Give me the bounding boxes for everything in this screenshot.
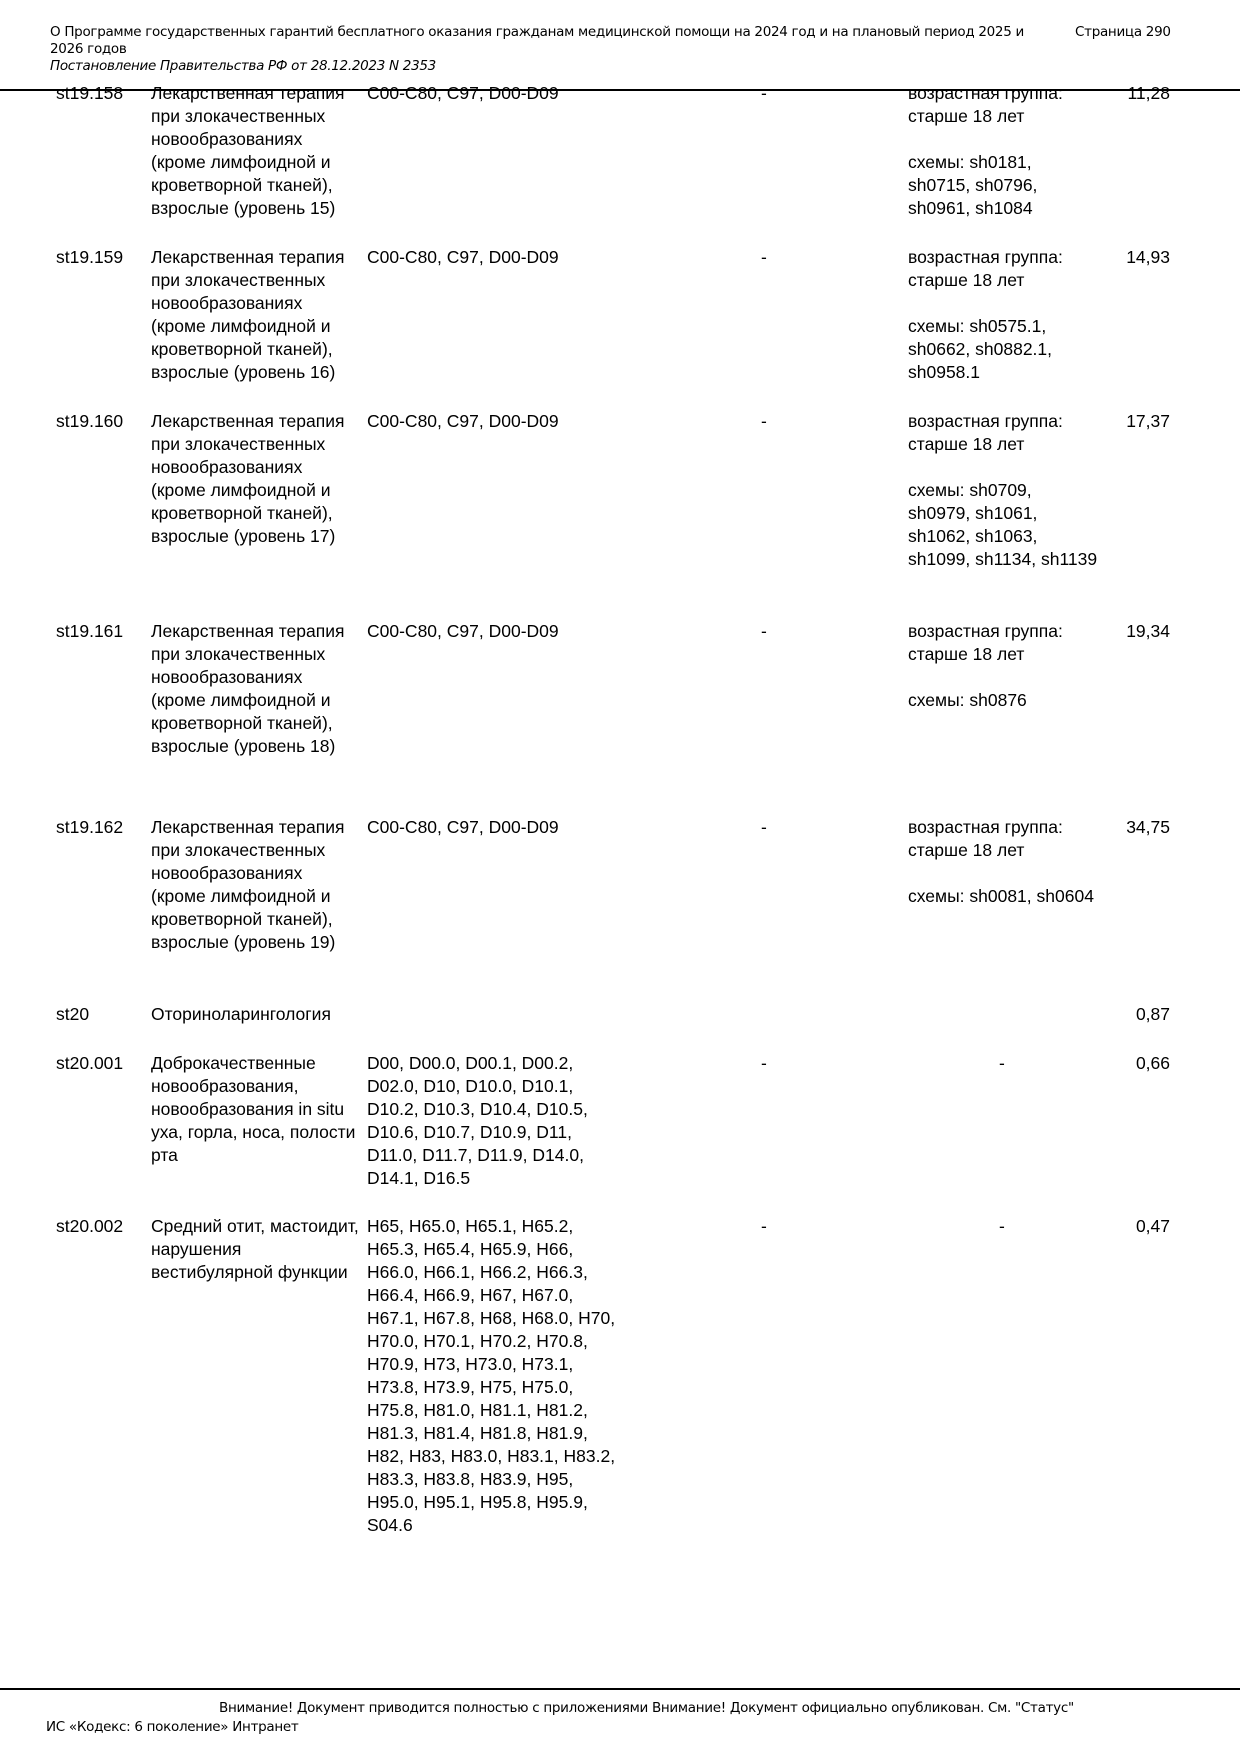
page-header (50, 24, 1190, 75)
criteria-age: возрастная группа: старше 18 лет (908, 817, 1063, 860)
page-number: Страница 290 (1075, 24, 1171, 40)
row-extra: - (761, 1053, 767, 1073)
row-coefficient: 11,28 (1127, 83, 1170, 103)
row-code: st19.159 (56, 247, 124, 267)
footer-notice: Внимание! Документ приводится полностью с приложениями Внимание! Документ официально опубликован. См. "Статус" (219, 1700, 1074, 1716)
row-code: st19.158 (56, 83, 124, 103)
row-code: st19.162 (56, 817, 124, 837)
row-criteria: - (999, 1216, 1005, 1236)
row-name: Доброкачественные новообразования, новообразования in situ уха, горла, носа, полости рта (151, 1053, 356, 1165)
row-coefficient: 0,87 (1135, 1004, 1170, 1024)
footer-divider (0, 1688, 1240, 1690)
row-criteria (908, 246, 1098, 384)
criteria-age: возрастная группа: старше 18 лет (908, 83, 1063, 126)
document-subtitle: Постановление Правительства РФ от 28.12.2023 N 2353 (50, 58, 436, 74)
row-coefficient: 0,47 (1135, 1216, 1170, 1236)
row-mkb-codes: D00, D00.0, D00.1, D00.2, D02.0, D10, D10.0, D10.1, D10.2, D10.3, D10.4, D10.5, D10.6, D10.7, D10.9, D11, D11.0, D11.7, D11.9, D14.0, D14.1, D16.5 (367, 1053, 588, 1188)
criteria-age: возрастная группа: старше 18 лет (908, 247, 1063, 290)
criteria-age: возрастная группа: старше 18 лет (908, 411, 1063, 454)
row-coefficient: 0,66 (1135, 1053, 1170, 1073)
row-name: Лекарственная терапия при злокачественных новообразованиях (кроме лимфоидной и кроветворной тканей), взрослые (уровень 19) (151, 817, 345, 952)
document-title: О Программе государственных гарантий бесплатного оказания гражданам медицинской помощи на 2024 год и на плановый период 2025 и 2026 годов (50, 24, 1024, 57)
row-extra: - (761, 621, 767, 641)
row-name: Средний отит, мастоидит, нарушения вестибулярной функции (151, 1216, 359, 1282)
row-criteria (908, 410, 1098, 571)
row-extra: - (761, 1216, 767, 1236)
criteria-schemes: схемы: sh0081, sh0604 (908, 886, 1094, 906)
row-coefficient: 17,37 (1126, 411, 1170, 431)
row-coefficient: 14,93 (1126, 247, 1170, 267)
row-mkb-codes: C00-C80, C97, D00-D09 (367, 411, 559, 431)
row-code: st20.001 (56, 1053, 124, 1073)
criteria-age: возрастная группа: старше 18 лет (908, 621, 1063, 664)
row-name: Лекарственная терапия при злокачественных новообразованиях (кроме лимфоидной и кроветворной тканей), взрослые (уровень 17) (151, 411, 345, 546)
row-criteria (908, 620, 1098, 712)
row-mkb-codes: C00-C80, C97, D00-D09 (367, 83, 559, 103)
row-name: Лекарственная терапия при злокачественных новообразованиях (кроме лимфоидной и кроветворной тканей), взрослые (уровень 18) (151, 621, 345, 756)
row-code: st19.161 (56, 621, 124, 641)
row-mkb-codes: C00-C80, C97, D00-D09 (367, 621, 559, 641)
row-coefficient: 34,75 (1126, 817, 1170, 837)
row-extra: - (761, 247, 767, 267)
row-extra: - (761, 817, 767, 837)
row-criteria (908, 82, 1098, 220)
criteria-schemes: схемы: sh0181, sh0715, sh0796, sh0961, sh1084 (908, 152, 1038, 218)
row-mkb-codes: H65, H65.0, H65.1, H65.2, H65.3, H65.4, H65.9, H66, H66.0, H66.1, H66.2, H66.3, H66.4, H66.9, H67, H67.0, H67.1, H67.8, H68, H68.0, H70, H70.0, H70.1, H70.2, H70.8, H70.9, H73, H73.0, H73.1, H73.8, H73.9, H75, H75.0, H75.8, H81.0, H81.1, H81.2, H81.3, H81.4, H81.8, H81.9, H82, H83, H83.0, H83.1, H83.2, H83.3, H83.8, H83.9, H95, H95.0, H95.1, H95.8, H95.9, S04.6 (367, 1216, 616, 1535)
row-criteria (908, 816, 1098, 908)
row-extra: - (761, 411, 767, 431)
row-mkb-codes: C00-C80, C97, D00-D09 (367, 247, 559, 267)
row-code: st20.002 (56, 1216, 124, 1236)
row-coefficient: 19,34 (1126, 621, 1170, 641)
criteria-schemes: схемы: sh0709, sh0979, sh1061, sh1062, sh1063, sh1099, sh1134, sh1139 (908, 480, 1098, 569)
row-extra: - (761, 83, 767, 103)
row-mkb-codes: C00-C80, C97, D00-D09 (367, 817, 559, 837)
row-criteria: - (999, 1053, 1005, 1073)
row-name: Оториноларингология (151, 1004, 331, 1024)
row-code: st20 (56, 1004, 90, 1024)
row-name: Лекарственная терапия при злокачественных новообразованиях (кроме лимфоидной и кроветворной тканей), взрослые (уровень 15) (151, 83, 345, 218)
criteria-schemes: схемы: sh0876 (908, 690, 1027, 710)
row-name: Лекарственная терапия при злокачественных новообразованиях (кроме лимфоидной и кроветворной тканей), взрослые (уровень 16) (151, 247, 345, 382)
footer-system: ИС «Кодекс: 6 поколение» Интранет (46, 1719, 299, 1735)
row-code: st19.160 (56, 411, 124, 431)
criteria-schemes: схемы: sh0575.1, sh0662, sh0882.1, sh0958.1 (908, 316, 1053, 382)
